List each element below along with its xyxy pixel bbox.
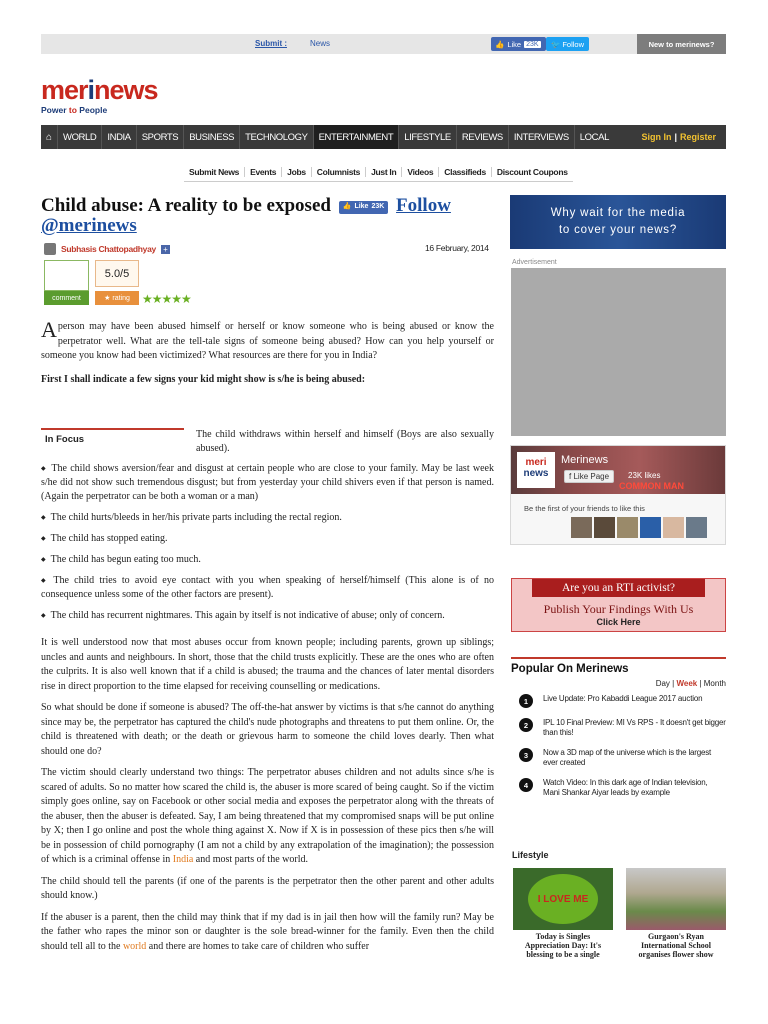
nav-local[interactable]: LOCAL bbox=[574, 125, 614, 149]
withdraws-text: The child withdraws within herself and himself (Boys are also sexually abused). bbox=[196, 429, 494, 454]
cover-your-news-ad[interactable]: Why wait for the media to cover your news? bbox=[510, 195, 726, 249]
popular-list bbox=[511, 694, 726, 798]
nav-business[interactable]: BUSINESS bbox=[183, 125, 239, 149]
rank-badge: 4 bbox=[519, 778, 533, 792]
lifestyle-card[interactable] bbox=[513, 868, 613, 959]
comment-count-box bbox=[44, 260, 89, 291]
subnav-just-in[interactable]: Just In bbox=[366, 167, 402, 177]
lifestyle-card[interactable] bbox=[626, 868, 726, 959]
rank-badge: 2 bbox=[519, 718, 533, 732]
sub-navigation bbox=[184, 164, 573, 182]
cover-caption: COMMON MAN bbox=[619, 481, 684, 491]
paragraph: The child should tell the parents (if one of the parents is the perpetrator then the other parent and other adults should know.) bbox=[41, 875, 494, 901]
rating-label: ★ rating bbox=[95, 291, 139, 305]
signs-heading: First I shall indicate a few signs your kid might show is s/he is being abused: bbox=[41, 373, 366, 385]
nav-interviews[interactable]: INTERVIEWS bbox=[508, 125, 574, 149]
click-here-link[interactable]: Click Here bbox=[596, 617, 641, 627]
advertisement-label: Advertisement bbox=[512, 259, 557, 266]
site-logo[interactable]: merinews Power to People bbox=[41, 75, 158, 115]
paragraph: It is well understood now that most abuses occur from known people; including parents, grown up siblings; uncles and aunts and neighbours. In short, those that the child trusts explicitly. These are the ones who are often the culprits. It is also well known that if a child is abused; the trauma and the chances of later mental disorders rise in direct proportion to the time elapsed for receiving counselling or medications. bbox=[41, 637, 494, 692]
nav-lifestyle[interactable]: LIFESTYLE bbox=[398, 125, 456, 149]
list-item: ◆ The child has stopped eating. bbox=[41, 532, 494, 546]
list-item: ◆ The child tries to avoid eye contact with you when speaking of herself/himself (This alone is of no consequence unless some of the other factors are present). bbox=[41, 574, 494, 602]
subnav-videos[interactable]: Videos bbox=[402, 167, 439, 177]
main-navigation bbox=[41, 125, 726, 149]
tab-week[interactable]: Week bbox=[676, 679, 698, 688]
sign-in-link[interactable]: Sign In bbox=[641, 132, 672, 142]
paragraph: If the abuser is a parent, then the child may think that if my dad is in jail then how will the family run? May be the father who rapes the minor son or daughter is the sole bread-winner for the family. Even then the child should tell all to the world and there are homes to take care of children who suffer bbox=[41, 911, 494, 952]
facebook-friend-faces bbox=[511, 513, 725, 538]
i-love-me-badge: I LOVE ME bbox=[528, 874, 598, 924]
popular-section bbox=[511, 657, 726, 808]
nav-india[interactable]: INDIA bbox=[101, 125, 135, 149]
follow-merinews-link[interactable]: Follow @merinews bbox=[41, 195, 451, 236]
list-item[interactable]: 2 IPL 10 Final Preview: MI Vs RPS - It doesn't get bigger than this! bbox=[511, 718, 726, 738]
avatar[interactable] bbox=[640, 517, 661, 538]
lifestyle-thumbnail[interactable] bbox=[626, 868, 726, 930]
india-link[interactable]: India bbox=[172, 854, 194, 865]
subnav-submit-news[interactable]: Submit News bbox=[184, 167, 245, 177]
drop-cap: A bbox=[41, 317, 57, 342]
avatar[interactable] bbox=[686, 517, 707, 538]
rating-widget[interactable] bbox=[95, 260, 139, 305]
list-item[interactable]: 1 Live Update: Pro Kabaddi League 2017 auction bbox=[511, 694, 726, 708]
article-title-block bbox=[41, 196, 491, 236]
logo-tagline: Power to People bbox=[41, 105, 108, 115]
merinews-page-logo: meri news bbox=[517, 452, 555, 488]
nav-world[interactable]: WORLD bbox=[57, 125, 101, 149]
paragraph: The victim should clearly understand two things: The perpetrator abuses children and not adults since s/he is scared of adults. So no matter how scared the child is, the abuser is more scared of being caught. So if the victim simply goes online, say on Facebook or other social media and exposes the perpetrator along with the threats of the abuser, then the abuser is defeated. Say, I am being threatened that my compromised snaps will be put online by X; then I go online and post the whole thing against X. Now if X is in possession of these pics then s/he will be in possession of child pornography (I am not a child by any extrapolation of the imagination); the possession of which is a criminal offense in India and most parts of the world. bbox=[41, 767, 494, 865]
comment-label: comment bbox=[44, 291, 89, 305]
register-link[interactable]: Register bbox=[679, 132, 716, 142]
lifestyle-caption[interactable]: Gurgaon's Ryan International School organises flower show bbox=[638, 932, 714, 959]
comment-widget[interactable] bbox=[44, 260, 89, 305]
facebook-page-name[interactable]: Merinews bbox=[561, 454, 609, 466]
article-title: Child abuse: A reality to be exposed bbox=[41, 195, 331, 216]
facebook-cover[interactable] bbox=[511, 446, 725, 494]
abuse-signs-list bbox=[41, 462, 494, 630]
nav-entertainment[interactable]: ENTERTAINMENT bbox=[313, 125, 399, 149]
article-date: 16 February, 2014 bbox=[425, 243, 489, 253]
advertisement-slot[interactable] bbox=[511, 268, 726, 436]
avatar[interactable] bbox=[571, 517, 592, 538]
list-item[interactable]: 3 Now a 3D map of the universe which is the largest ever created bbox=[511, 748, 726, 768]
twitter-follow-button[interactable]: 🐦 Follow bbox=[546, 37, 589, 51]
facebook-friends-text: Be the first of your friends to like this bbox=[524, 504, 645, 513]
new-to-merinews-button[interactable]: New to merinews? bbox=[637, 34, 726, 54]
author-byline bbox=[44, 243, 170, 255]
intro-paragraph: person may have been abused himself or herself or know someone who is being abused or know the perpetrator well. What are the tell-tale signs of someone being abused? How can you help yourself or someone you know had been victimized? What resources are there for you in India? bbox=[41, 321, 494, 361]
facebook-like-button[interactable]: 👍 Like 23K bbox=[491, 37, 546, 51]
news-link[interactable]: News bbox=[310, 39, 331, 48]
lifestyle-thumbnail[interactable] bbox=[513, 868, 613, 930]
author-name[interactable]: Subhasis Chattopadhyay bbox=[61, 244, 156, 254]
thumbs-up-icon: 👍 bbox=[342, 203, 352, 210]
submit-link[interactable]: Submit : bbox=[255, 39, 287, 48]
avatar[interactable] bbox=[663, 517, 684, 538]
author-avatar bbox=[44, 243, 56, 255]
list-item: ◆ The child shows aversion/fear and disgust at certain people who are close to your family. May be last week s/he did not show such tremendous disgust; but from yesterday your child shivers even if that person is named. (Again the perpetrator can be both a woman or a man) bbox=[41, 462, 494, 504]
add-author-icon[interactable]: + bbox=[161, 245, 170, 254]
subnav-columnists[interactable]: Columnists bbox=[312, 167, 366, 177]
popular-title: Popular On Merinews bbox=[511, 657, 726, 675]
rank-badge: 1 bbox=[519, 694, 533, 708]
tab-month[interactable]: Month bbox=[703, 679, 726, 688]
lifestyle-caption[interactable]: Today is Singles Appreciation Day: It's blessing to be a single bbox=[524, 932, 602, 959]
in-focus-label: In Focus bbox=[41, 428, 184, 445]
top-bar bbox=[41, 34, 726, 54]
facebook-page-widget bbox=[510, 445, 726, 545]
rating-stars[interactable]: ★★★★★ bbox=[142, 292, 191, 306]
facebook-icon: f bbox=[569, 472, 572, 481]
popular-tabs: Day | Week | Month bbox=[655, 679, 726, 688]
list-item[interactable]: 4 Watch Video: In this dark age of Indian television, Mani Shankar Aiyar leads by example bbox=[511, 778, 726, 798]
star-icon: ★ bbox=[104, 295, 111, 302]
lifestyle-heading: Lifestyle bbox=[512, 850, 549, 860]
subnav-jobs[interactable]: Jobs bbox=[282, 167, 312, 177]
subnav-discount-coupons[interactable]: Discount Coupons bbox=[496, 166, 568, 177]
nav-reviews[interactable]: REVIEWS bbox=[456, 125, 508, 149]
rating-value: 5.0/5 bbox=[95, 260, 139, 287]
article-like-button[interactable]: 👍 Like 23K bbox=[339, 201, 389, 214]
list-item: ◆ The child hurts/bleeds in her/his private parts including the rectal region. bbox=[41, 511, 494, 525]
tab-day[interactable]: Day bbox=[655, 679, 670, 688]
facebook-like-page-button[interactable]: f Like Page bbox=[564, 470, 614, 483]
twitter-bird-icon: 🐦 bbox=[551, 39, 561, 49]
facebook-like-count: 23K bbox=[526, 40, 539, 48]
rank-badge: 3 bbox=[519, 748, 533, 762]
account-links: Sign In | Register bbox=[641, 132, 716, 142]
facebook-likes-count: 23K likes bbox=[628, 471, 661, 480]
world-link[interactable]: world bbox=[122, 940, 147, 952]
avatar[interactable] bbox=[594, 517, 615, 538]
nav-sports[interactable]: SPORTS bbox=[136, 125, 184, 149]
nav-technology[interactable]: TECHNOLOGY bbox=[239, 125, 313, 149]
paragraph: So what should be done if someone is abused? The off-the-hat answer by victims is that s/he cannot do anything since may be, the perpetrator has captured the child's nude photographs and threatens to put them online. Or, the child is threatened with death; or the death or grievous harm to someone the child loves dearly. Then what should one do? bbox=[41, 702, 494, 757]
thumbs-up-icon: 👍 bbox=[495, 39, 505, 49]
subnav-classifieds[interactable]: Classifieds bbox=[439, 167, 492, 177]
avatar[interactable] bbox=[617, 517, 638, 538]
rti-activist-ad[interactable]: Are you an RTI activist? Publish Your Findings With Us Click Here bbox=[511, 578, 726, 632]
article-body bbox=[41, 636, 494, 961]
list-item: ◆ The child has recurrent nightmares. This again by itself is not indicative of abuse; only of concern. bbox=[41, 609, 494, 623]
list-item: ◆ The child has begun eating too much. bbox=[41, 553, 494, 567]
subnav-events[interactable]: Events bbox=[245, 167, 282, 177]
article-intro bbox=[41, 317, 494, 393]
home-icon[interactable]: ⌂ bbox=[45, 131, 53, 143]
